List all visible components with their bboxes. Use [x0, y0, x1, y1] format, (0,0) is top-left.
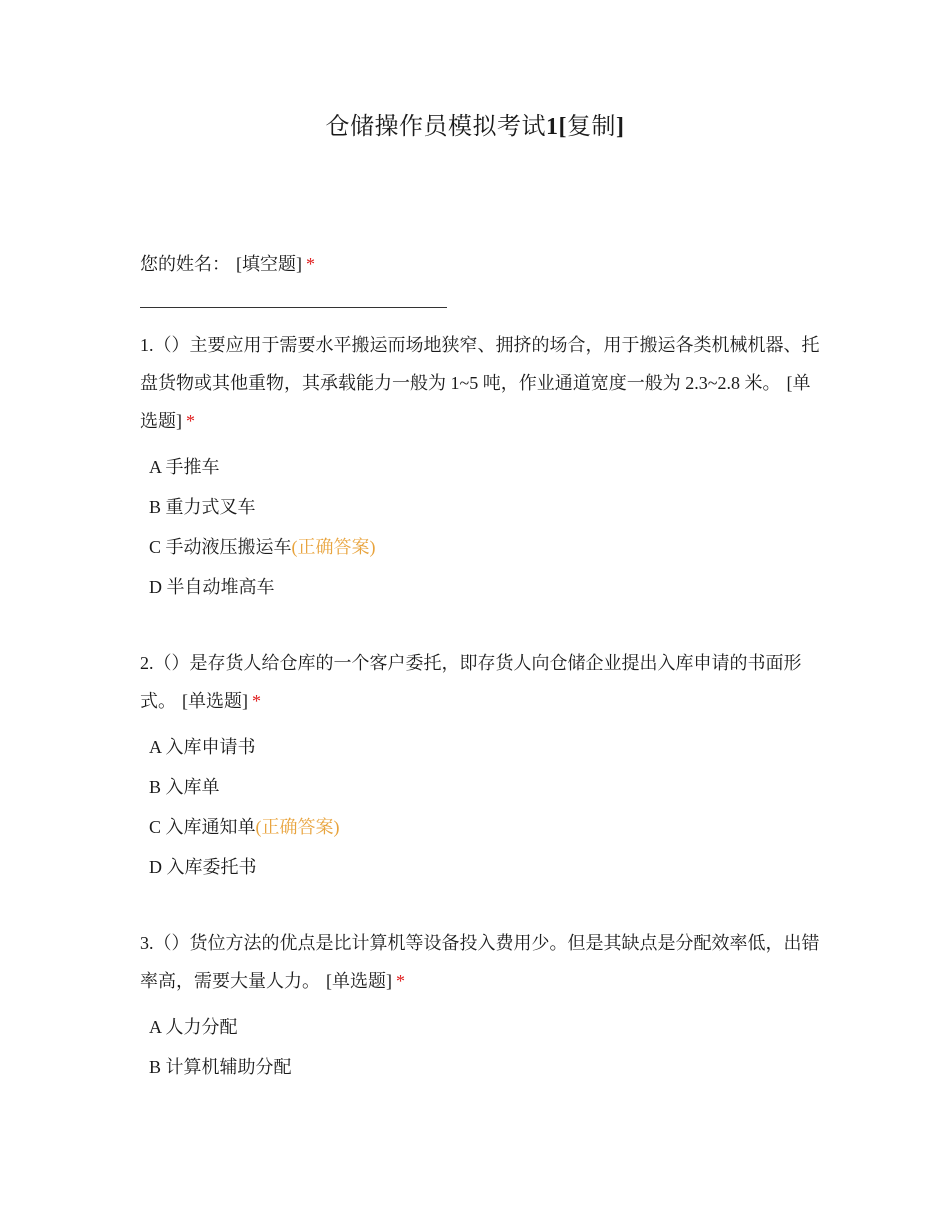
option-label: D 半自动堆高车	[149, 577, 275, 597]
name-question-type: [填空题]	[236, 254, 302, 274]
title-number: 1[	[546, 114, 567, 140]
option-a[interactable]	[140, 447, 820, 487]
question-1-stem	[140, 326, 820, 440]
name-question	[140, 245, 315, 283]
option-d[interactable]	[140, 847, 820, 887]
name-answer-line[interactable]	[140, 307, 447, 308]
question-3-stem	[140, 924, 820, 1000]
question-3-options	[140, 1007, 820, 1087]
question-2	[140, 644, 820, 887]
question-2-options	[140, 727, 820, 887]
question-2-stem	[140, 644, 820, 720]
option-label: A 入库申请书	[149, 737, 256, 757]
option-label: B 入库单	[149, 777, 220, 797]
question-3-text: 3.（）货位方法的优点是比计算机等设备投入费用少。但是其缺点是分配效率低，出错率高，需要大量人力。	[140, 933, 820, 991]
option-c[interactable]	[140, 527, 820, 567]
title-main: 仓储操作员模拟考试	[325, 114, 546, 140]
question-3	[140, 924, 820, 1087]
option-a[interactable]	[140, 727, 820, 767]
required-marker: *	[252, 691, 261, 711]
option-d[interactable]	[140, 567, 820, 607]
option-b[interactable]	[140, 487, 820, 527]
required-marker: *	[396, 971, 405, 991]
question-1-options	[140, 447, 820, 607]
question-1-type: [单选题]	[140, 373, 811, 431]
option-label: A 手推车	[149, 457, 220, 477]
question-1-text: 1.（）主要应用于需要水平搬运而场地狭窄、拥挤的场合，用于搬运各类机械机器、托盘货物或其他重物，其承载能力一般为 1~5 吨，作业通道宽度一般为 2.3~2.8 米。	[140, 335, 820, 393]
option-label: B 重力式叉车	[149, 497, 256, 517]
option-label: B 计算机辅助分配	[149, 1057, 292, 1077]
option-label: C 入库通知单	[149, 817, 256, 837]
required-marker: *	[186, 411, 195, 431]
option-a[interactable]	[140, 1007, 820, 1047]
question-2-type: [单选题]	[182, 691, 248, 711]
option-b[interactable]	[140, 767, 820, 807]
option-label: A 人力分配	[149, 1017, 238, 1037]
option-c[interactable]	[140, 807, 820, 847]
correct-answer-mark: (正确答案)	[291, 537, 376, 557]
name-question-label: 您的姓名：	[140, 254, 230, 274]
option-label: D 入库委托书	[149, 857, 257, 877]
question-3-type: [单选题]	[326, 971, 392, 991]
option-label: C 手动液压搬运车	[149, 537, 292, 557]
required-marker: *	[306, 254, 315, 274]
option-b[interactable]	[140, 1047, 820, 1087]
question-1	[140, 326, 820, 607]
title-bracket-close: ]	[616, 114, 625, 140]
question-2-text: 2.（）是存货人给仓库的一个客户委托，即存货人向仓储企业提出入库申请的书面形式。	[140, 653, 802, 711]
title-copy: 复制	[567, 114, 616, 140]
page-title	[0, 111, 950, 143]
correct-answer-mark: (正确答案)	[255, 817, 340, 837]
